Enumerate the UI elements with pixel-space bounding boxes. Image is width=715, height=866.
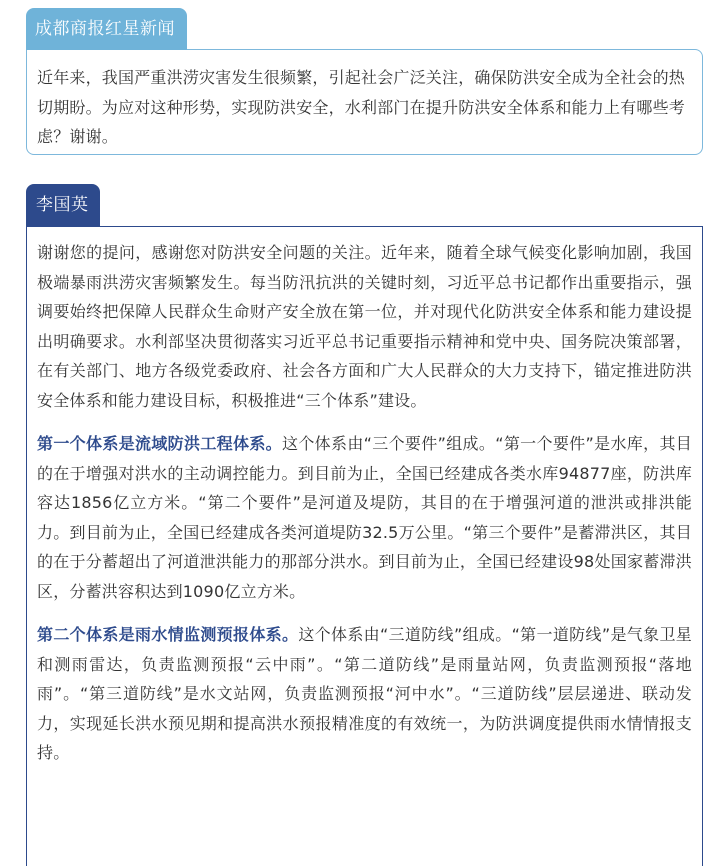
question-box bbox=[26, 49, 703, 155]
answer-block bbox=[26, 184, 703, 866]
answer-intro-paragraph: 谢谢您的提问，感谢您对防洪安全问题的关注。近年来，随着全球气候变化影响加剧，我国极端暴雨洪涝灾害频繁发生。每当防汛抗洪的关键时刻，习近平总书记都作出重要指示，强调要始终把保障人民群众生命财产安全放在第一位，并对现代化防洪安全体系和能力建设提出明确要求。水利部坚决贯彻落实习近平总书记重要指示精神和党中央、国务院决策部署，在有关部门、地方各级党委政府、社会各方面和广大人民群众的大力支持下，锚定推进防洪安全体系和能力建设目标，积极推进“三个体系”建设。 bbox=[37, 243, 692, 410]
answer-speaker-tag: 李国英 bbox=[26, 184, 100, 227]
question-source-tag: 成都商报红星新闻 bbox=[26, 8, 187, 50]
answer-box bbox=[26, 226, 703, 866]
system2-text: 这个体系由“三道防线”组成。“第一道防线”是气象卫星和测雨雷达，负责监测预报“云中雨”。“第二道防线”是雨量站网，负责监测预报“落地雨”。“第三道防线”是水文站网，负责监测预报“河中水”。“三道防线”层层递进、联动发力，实现延长洪水预见期和提高洪水预报精准度的有效统一，为防洪调度提供雨水情情报支持。 bbox=[37, 625, 693, 762]
system1-text: 这个体系由“三个要件”组成。“第一个要件”是水库，其目的在于增强对洪水的主动调控能力。到目前为止，全国已经建成各类水库94877座，防洪库容达1856亿立方米。“第二个要件”是河道及堤防，其目的在于增强河道的泄洪或排洪能力。到目前为止，全国已经建成各类河道堤防32.5万公里。“第三个要件”是蓄滞洪区，其目的在于分蓄超出了河道泄洪能力的那部分洪水。到目前为止，全国已经建设98处国家蓄滞洪区，分蓄洪容积达到1090亿立方米。 bbox=[37, 434, 692, 601]
system1-heading: 第一个体系是流域防洪工程体系。 bbox=[37, 434, 282, 453]
question-block bbox=[26, 8, 703, 155]
answer-system2-paragraph bbox=[37, 620, 692, 768]
system2-heading: 第二个体系是雨水情监测预报体系。 bbox=[37, 625, 299, 644]
answer-system1-paragraph bbox=[37, 429, 692, 606]
question-text: 近年来，我国严重洪涝灾害发生很频繁，引起社会广泛关注，确保防洪安全成为全社会的热切期盼。为应对这种形势，实现防洪安全，水利部门在提升防洪安全体系和能力上有哪些考虑？谢谢。 bbox=[37, 68, 686, 146]
